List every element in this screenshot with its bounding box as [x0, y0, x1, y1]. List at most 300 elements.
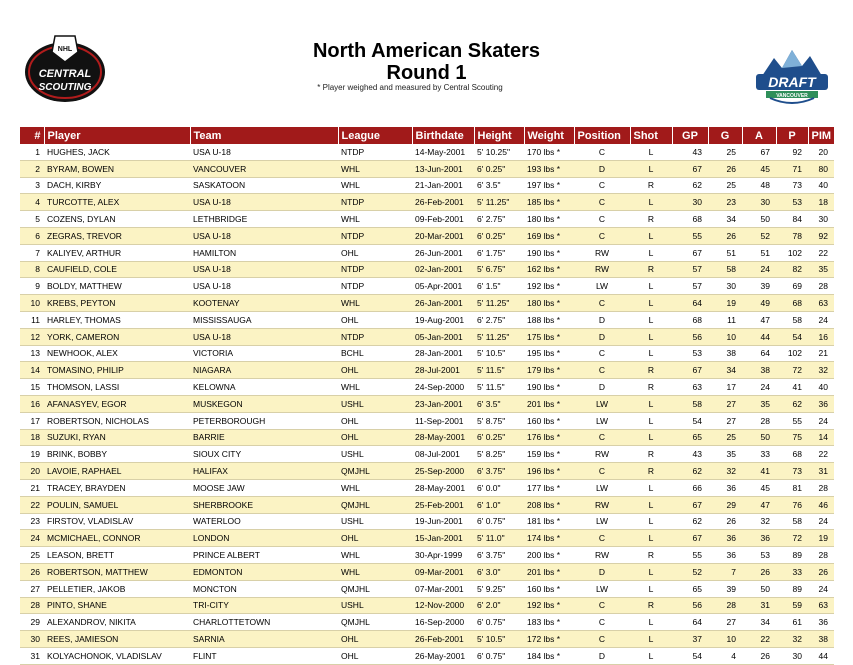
cell-weight: 177 lbs *	[524, 479, 574, 496]
cell-player: ROBERTSON, MATTHEW	[44, 563, 190, 580]
cell-gp: 67	[672, 160, 708, 177]
cell-weight: 181 lbs *	[524, 513, 574, 530]
cell-p: 54	[776, 328, 808, 345]
cell-a: 64	[742, 345, 776, 362]
cell-gp: 56	[672, 328, 708, 345]
column-header-rank: #	[20, 127, 44, 144]
cell-a: 35	[742, 395, 776, 412]
cell-player: ZEGRAS, TREVOR	[44, 227, 190, 244]
cell-rank: 4	[20, 194, 44, 211]
cell-p: 72	[776, 362, 808, 379]
cell-birthdate: 05-Apr-2001	[412, 278, 474, 295]
cell-rank: 3	[20, 177, 44, 194]
table-row	[20, 647, 834, 664]
cell-p: 30	[776, 647, 808, 664]
cell-gp: 68	[672, 311, 708, 328]
cell-gp: 43	[672, 446, 708, 463]
cell-shot: L	[630, 311, 672, 328]
cell-team: CHARLOTTETOWN	[190, 614, 338, 631]
cell-weight: 195 lbs *	[524, 345, 574, 362]
cell-league: USHL	[338, 446, 412, 463]
cell-a: 44	[742, 328, 776, 345]
cell-rank: 18	[20, 429, 44, 446]
table-row	[20, 513, 834, 530]
cell-birthdate: 20-Mar-2001	[412, 227, 474, 244]
cell-gp: 62	[672, 177, 708, 194]
cell-weight: 196 lbs *	[524, 463, 574, 480]
cell-a: 47	[742, 311, 776, 328]
cell-rank: 9	[20, 278, 44, 295]
cell-gp: 68	[672, 211, 708, 228]
table-row	[20, 362, 834, 379]
cell-shot: R	[630, 547, 672, 564]
cell-weight: 188 lbs *	[524, 311, 574, 328]
cell-rank: 29	[20, 614, 44, 631]
cell-gp: 54	[672, 412, 708, 429]
cell-shot: L	[630, 144, 672, 160]
cell-g: 28	[708, 597, 742, 614]
cell-shot: R	[630, 463, 672, 480]
cell-position: C	[574, 227, 630, 244]
cell-position: C	[574, 177, 630, 194]
cell-a: 24	[742, 261, 776, 278]
cell-rank: 13	[20, 345, 44, 362]
cell-league: QMJHL	[338, 614, 412, 631]
cell-rank: 1	[20, 144, 44, 160]
cell-gp: 58	[672, 395, 708, 412]
cell-gp: 62	[672, 513, 708, 530]
cell-g: 25	[708, 144, 742, 160]
cell-g: 36	[708, 530, 742, 547]
cell-league: WHL	[338, 379, 412, 396]
cell-g: 25	[708, 429, 742, 446]
cell-player: LEASON, BRETT	[44, 547, 190, 564]
cell-league: WHL	[338, 211, 412, 228]
cell-league: USHL	[338, 597, 412, 614]
cell-pim: 28	[808, 278, 834, 295]
cell-pim: 22	[808, 446, 834, 463]
cell-birthdate: 23-Jan-2001	[412, 395, 474, 412]
rankings-table	[20, 127, 835, 665]
cell-height: 6' 2.0"	[474, 597, 524, 614]
cell-height: 6' 0.0"	[474, 479, 524, 496]
cell-birthdate: 16-Sep-2000	[412, 614, 474, 631]
cell-team: MISSISSAUGA	[190, 311, 338, 328]
cell-pim: 24	[808, 412, 834, 429]
cell-shot: L	[630, 412, 672, 429]
cell-player: KREBS, PEYTON	[44, 295, 190, 312]
cell-pim: 36	[808, 395, 834, 412]
cell-p: 73	[776, 463, 808, 480]
cell-gp: 64	[672, 295, 708, 312]
cell-birthdate: 02-Jan-2001	[412, 261, 474, 278]
cell-weight: 208 lbs *	[524, 496, 574, 513]
table-row	[20, 278, 834, 295]
cell-shot: L	[630, 278, 672, 295]
cell-rank: 20	[20, 463, 44, 480]
cell-position: C	[574, 530, 630, 547]
cell-birthdate: 09-Mar-2001	[412, 563, 474, 580]
cell-gp: 65	[672, 429, 708, 446]
cell-rank: 19	[20, 446, 44, 463]
cell-shot: L	[630, 345, 672, 362]
cell-player: KALIYEV, ARTHUR	[44, 244, 190, 261]
cell-a: 28	[742, 412, 776, 429]
cell-a: 47	[742, 496, 776, 513]
cell-a: 52	[742, 227, 776, 244]
cell-weight: 197 lbs *	[524, 177, 574, 194]
cell-team: LETHBRIDGE	[190, 211, 338, 228]
cell-rank: 23	[20, 513, 44, 530]
table-row	[20, 227, 834, 244]
cell-player: DACH, KIRBY	[44, 177, 190, 194]
cell-height: 6' 0.25"	[474, 429, 524, 446]
cell-position: LW	[574, 513, 630, 530]
cell-player: CAUFIELD, COLE	[44, 261, 190, 278]
table-row	[20, 530, 834, 547]
cell-gp: 37	[672, 631, 708, 648]
cell-player: HUGHES, JACK	[44, 144, 190, 160]
cell-team: VANCOUVER	[190, 160, 338, 177]
cell-birthdate: 05-Jan-2001	[412, 328, 474, 345]
cell-league: WHL	[338, 160, 412, 177]
svg-text:CENTRAL: CENTRAL	[38, 68, 92, 80]
cell-team: SHERBROOKE	[190, 496, 338, 513]
cell-weight: 184 lbs *	[524, 647, 574, 664]
cell-pim: 80	[808, 160, 834, 177]
column-header-team: Team	[190, 127, 338, 144]
cell-p: 58	[776, 311, 808, 328]
cell-team: MUSKEGON	[190, 395, 338, 412]
cell-p: 61	[776, 614, 808, 631]
measurement-note: * Player weighed and measured by Central Scouting	[317, 83, 503, 92]
column-header-weight: Weight	[524, 127, 574, 144]
cell-team: MONCTON	[190, 580, 338, 597]
cell-g: 17	[708, 379, 742, 396]
cell-g: 39	[708, 580, 742, 597]
cell-gp: 57	[672, 261, 708, 278]
table-row	[20, 211, 834, 228]
cell-birthdate: 24-Sep-2000	[412, 379, 474, 396]
cell-shot: R	[630, 211, 672, 228]
cell-position: LW	[574, 395, 630, 412]
cell-position: C	[574, 597, 630, 614]
table-row	[20, 597, 834, 614]
cell-team: KOOTENAY	[190, 295, 338, 312]
cell-gp: 43	[672, 144, 708, 160]
cell-p: 92	[776, 144, 808, 160]
cell-birthdate: 25-Feb-2001	[412, 496, 474, 513]
cell-pim: 63	[808, 597, 834, 614]
column-header-g: G	[708, 127, 742, 144]
cell-shot: R	[630, 362, 672, 379]
cell-gp: 67	[672, 244, 708, 261]
cell-shot: R	[630, 261, 672, 278]
cell-g: 35	[708, 446, 742, 463]
cell-player: MCMICHAEL, CONNOR	[44, 530, 190, 547]
cell-p: 59	[776, 597, 808, 614]
cell-a: 31	[742, 597, 776, 614]
cell-birthdate: 21-Jan-2001	[412, 177, 474, 194]
cell-team: FLINT	[190, 647, 338, 664]
cell-weight: 160 lbs *	[524, 580, 574, 597]
cell-birthdate: 26-Jan-2001	[412, 295, 474, 312]
cell-position: C	[574, 362, 630, 379]
column-header-height: Height	[474, 127, 524, 144]
cell-height: 5' 9.25"	[474, 580, 524, 597]
cell-pim: 30	[808, 211, 834, 228]
cell-gp: 63	[672, 379, 708, 396]
cell-height: 5' 10.5"	[474, 631, 524, 648]
cell-player: TURCOTTE, ALEX	[44, 194, 190, 211]
table-row	[20, 160, 834, 177]
cell-birthdate: 08-Jul-2001	[412, 446, 474, 463]
cell-rank: 2	[20, 160, 44, 177]
cell-player: POULIN, SAMUEL	[44, 496, 190, 513]
cell-player: TOMASINO, PHILIP	[44, 362, 190, 379]
cell-position: D	[574, 311, 630, 328]
cell-rank: 16	[20, 395, 44, 412]
cell-pim: 28	[808, 547, 834, 564]
cell-height: 5' 11.0"	[474, 530, 524, 547]
cell-pim: 38	[808, 631, 834, 648]
cell-pim: 18	[808, 194, 834, 211]
cell-league: BCHL	[338, 345, 412, 362]
cell-p: 84	[776, 211, 808, 228]
cell-player: AFANASYEV, EGOR	[44, 395, 190, 412]
cell-p: 32	[776, 631, 808, 648]
cell-birthdate: 19-Jun-2001	[412, 513, 474, 530]
column-header-a: A	[742, 127, 776, 144]
cell-rank: 6	[20, 227, 44, 244]
cell-weight: 174 lbs *	[524, 530, 574, 547]
cell-a: 24	[742, 379, 776, 396]
table-row	[20, 429, 834, 446]
cell-team: PRINCE ALBERT	[190, 547, 338, 564]
cell-gp: 67	[672, 362, 708, 379]
cell-birthdate: 28-May-2001	[412, 479, 474, 496]
cell-g: 36	[708, 547, 742, 564]
cell-gp: 65	[672, 580, 708, 597]
column-header-league: League	[338, 127, 412, 144]
cell-a: 45	[742, 479, 776, 496]
cell-league: OHL	[338, 631, 412, 648]
table-row	[20, 412, 834, 429]
cell-a: 51	[742, 244, 776, 261]
cell-gp: 62	[672, 463, 708, 480]
cell-position: D	[574, 563, 630, 580]
cell-birthdate: 07-Mar-2001	[412, 580, 474, 597]
cell-team: SIOUX CITY	[190, 446, 338, 463]
cell-p: 58	[776, 513, 808, 530]
cell-rank: 22	[20, 496, 44, 513]
column-header-p: P	[776, 127, 808, 144]
cell-shot: L	[630, 429, 672, 446]
cell-gp: 30	[672, 194, 708, 211]
cell-weight: 179 lbs *	[524, 362, 574, 379]
cell-p: 78	[776, 227, 808, 244]
cell-height: 6' 0.75"	[474, 614, 524, 631]
cell-player: BOLDY, MATTHEW	[44, 278, 190, 295]
cell-player: FIRSTOV, VLADISLAV	[44, 513, 190, 530]
cell-team: USA U-18	[190, 194, 338, 211]
cell-a: 45	[742, 160, 776, 177]
cell-team: LONDON	[190, 530, 338, 547]
column-header-pim: PIM	[808, 127, 834, 144]
cell-g: 27	[708, 395, 742, 412]
cell-g: 27	[708, 412, 742, 429]
cell-weight: 180 lbs *	[524, 211, 574, 228]
cell-pim: 32	[808, 362, 834, 379]
cell-league: QMJHL	[338, 580, 412, 597]
cell-league: USHL	[338, 395, 412, 412]
cell-height: 6' 3.75"	[474, 547, 524, 564]
cell-player: COZENS, DYLAN	[44, 211, 190, 228]
cell-pim: 24	[808, 311, 834, 328]
cell-shot: L	[630, 479, 672, 496]
cell-league: QMJHL	[338, 463, 412, 480]
cell-rank: 8	[20, 261, 44, 278]
cell-team: SASKATOON	[190, 177, 338, 194]
cell-a: 36	[742, 530, 776, 547]
cell-p: 33	[776, 563, 808, 580]
cell-gp: 52	[672, 563, 708, 580]
cell-rank: 28	[20, 597, 44, 614]
cell-shot: R	[630, 597, 672, 614]
cell-league: OHL	[338, 311, 412, 328]
cell-pim: 21	[808, 345, 834, 362]
page-subtitle: Round 1	[386, 62, 467, 84]
cell-g: 29	[708, 496, 742, 513]
table-row	[20, 463, 834, 480]
cell-pim: 40	[808, 379, 834, 396]
cell-p: 76	[776, 496, 808, 513]
table-row	[20, 379, 834, 396]
cell-position: LW	[574, 479, 630, 496]
cell-a: 32	[742, 513, 776, 530]
cell-player: YORK, CAMERON	[44, 328, 190, 345]
cell-g: 26	[708, 227, 742, 244]
cell-p: 72	[776, 530, 808, 547]
cell-league: USHL	[338, 513, 412, 530]
cell-weight: 192 lbs *	[524, 597, 574, 614]
cell-pim: 63	[808, 295, 834, 312]
cell-team: USA U-18	[190, 144, 338, 160]
cell-league: WHL	[338, 177, 412, 194]
cell-g: 27	[708, 614, 742, 631]
cell-p: 41	[776, 379, 808, 396]
svg-text:DRAFT: DRAFT	[768, 74, 816, 90]
svg-text:VANCOUVER: VANCOUVER	[776, 93, 808, 99]
cell-p: 89	[776, 580, 808, 597]
cell-pim: 44	[808, 647, 834, 664]
cell-a: 39	[742, 278, 776, 295]
cell-player: REES, JAMIESON	[44, 631, 190, 648]
cell-player: NEWHOOK, ALEX	[44, 345, 190, 362]
cell-position: RW	[574, 547, 630, 564]
cell-g: 34	[708, 362, 742, 379]
cell-a: 41	[742, 463, 776, 480]
cell-g: 34	[708, 211, 742, 228]
cell-pim: 14	[808, 429, 834, 446]
cell-g: 25	[708, 177, 742, 194]
cell-player: KOLYACHONOK, VLADISLAV	[44, 647, 190, 664]
cell-position: C	[574, 345, 630, 362]
cell-p: 75	[776, 429, 808, 446]
cell-weight: 201 lbs *	[524, 563, 574, 580]
cell-player: ALEXANDROV, NIKITA	[44, 614, 190, 631]
cell-league: WHL	[338, 479, 412, 496]
cell-pim: 28	[808, 479, 834, 496]
table-header-row	[20, 127, 834, 144]
cell-g: 26	[708, 513, 742, 530]
cell-height: 5' 11.25"	[474, 295, 524, 312]
cell-shot: L	[630, 647, 672, 664]
cell-p: 53	[776, 194, 808, 211]
cell-a: 33	[742, 446, 776, 463]
table-row	[20, 395, 834, 412]
cell-position: C	[574, 429, 630, 446]
cell-team: USA U-18	[190, 278, 338, 295]
cell-rank: 7	[20, 244, 44, 261]
cell-league: OHL	[338, 412, 412, 429]
cell-weight: 169 lbs *	[524, 227, 574, 244]
cell-weight: 183 lbs *	[524, 614, 574, 631]
cell-height: 6' 3.5"	[474, 395, 524, 412]
table-row	[20, 631, 834, 648]
cell-position: D	[574, 379, 630, 396]
cell-position: C	[574, 211, 630, 228]
cell-g: 36	[708, 479, 742, 496]
table-row	[20, 563, 834, 580]
cell-p: 68	[776, 446, 808, 463]
cell-birthdate: 09-Feb-2001	[412, 211, 474, 228]
column-header-gp: GP	[672, 127, 708, 144]
table-row	[20, 446, 834, 463]
table-row	[20, 311, 834, 328]
column-header-birthdate: Birthdate	[412, 127, 474, 144]
cell-birthdate: 19-Aug-2001	[412, 311, 474, 328]
cell-pim: 46	[808, 496, 834, 513]
cell-g: 7	[708, 563, 742, 580]
cell-birthdate: 26-May-2001	[412, 647, 474, 664]
cell-position: RW	[574, 496, 630, 513]
cell-birthdate: 12-Nov-2000	[412, 597, 474, 614]
cell-a: 49	[742, 295, 776, 312]
cell-rank: 12	[20, 328, 44, 345]
cell-position: LW	[574, 412, 630, 429]
cell-pim: 24	[808, 513, 834, 530]
cell-weight: 180 lbs *	[524, 295, 574, 312]
cell-a: 50	[742, 211, 776, 228]
cell-height: 5' 11.25"	[474, 194, 524, 211]
cell-gp: 55	[672, 547, 708, 564]
cell-shot: R	[630, 177, 672, 194]
cell-team: HAMILTON	[190, 244, 338, 261]
cell-league: OHL	[338, 530, 412, 547]
cell-pim: 92	[808, 227, 834, 244]
cell-league: OHL	[338, 429, 412, 446]
cell-a: 26	[742, 563, 776, 580]
cell-player: THOMSON, LASSI	[44, 379, 190, 396]
cell-a: 22	[742, 631, 776, 648]
cell-team: MOOSE JAW	[190, 479, 338, 496]
cell-birthdate: 28-Jan-2001	[412, 345, 474, 362]
cell-league: WHL	[338, 563, 412, 580]
cell-height: 6' 0.25"	[474, 227, 524, 244]
cell-team: WATERLOO	[190, 513, 338, 530]
cell-position: RW	[574, 244, 630, 261]
